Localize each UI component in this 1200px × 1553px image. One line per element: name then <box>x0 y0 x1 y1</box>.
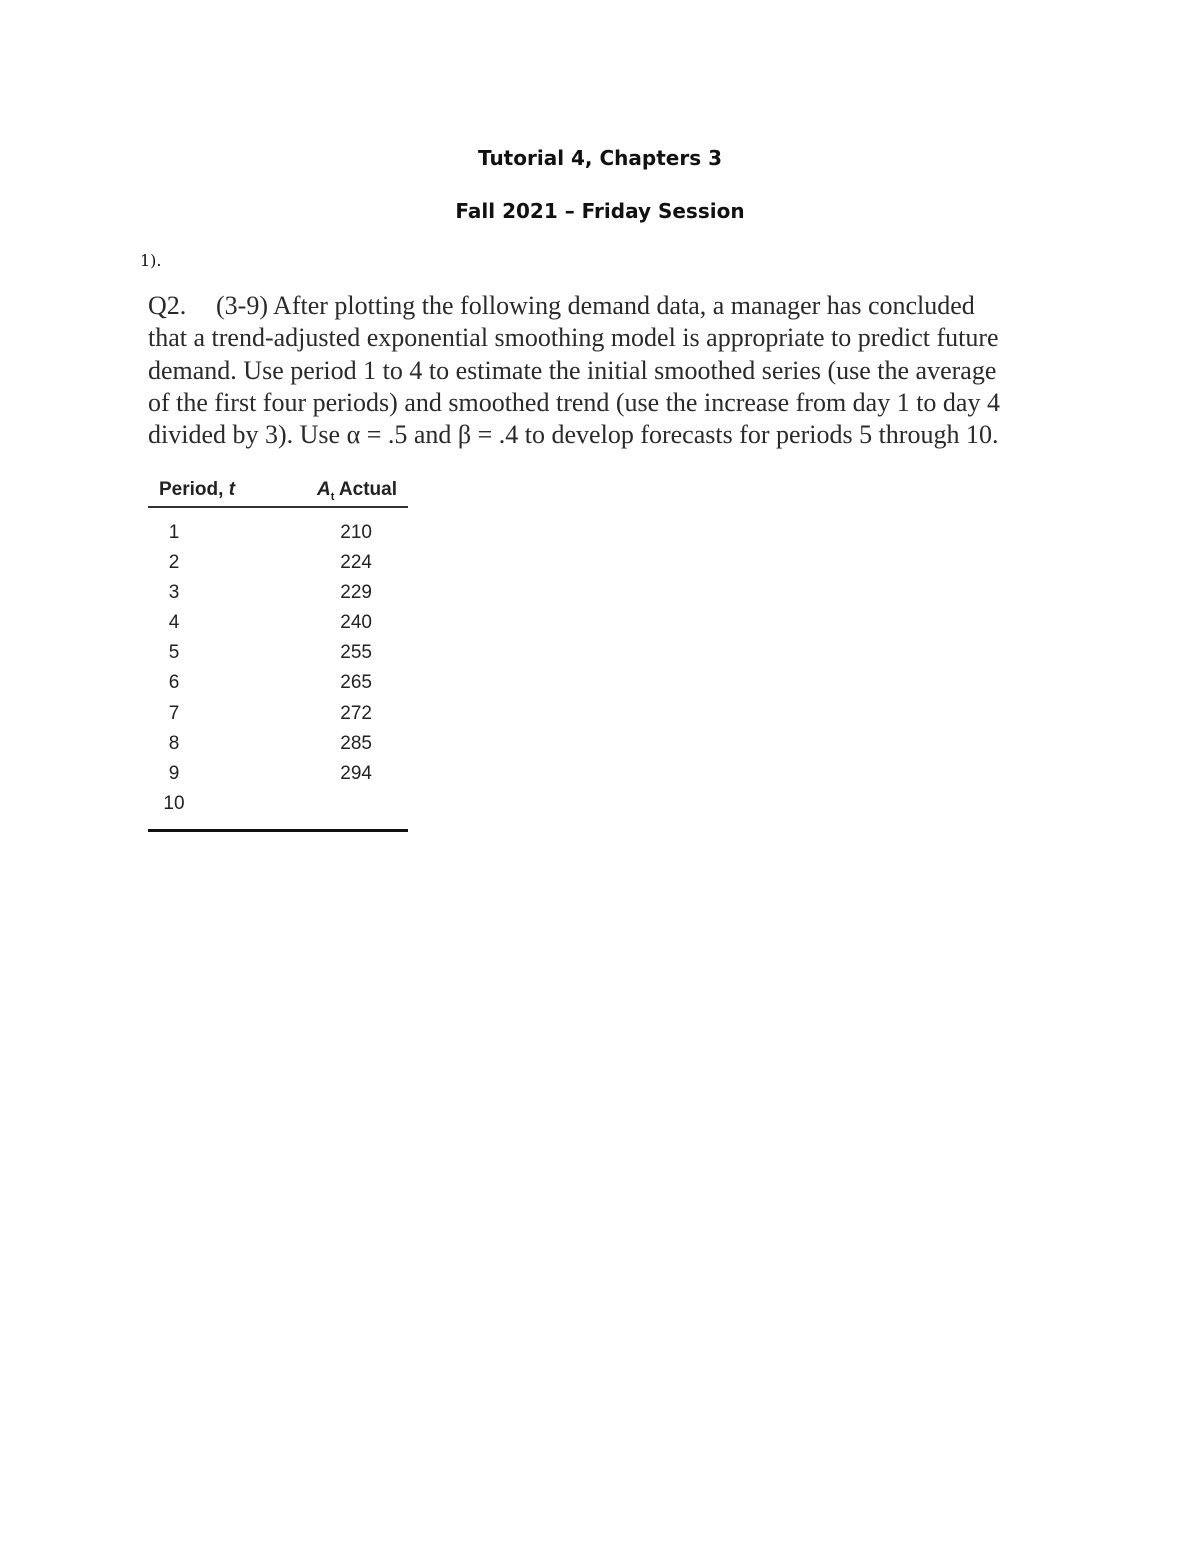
column-header-actual: $A_t$ Actual <box>316 479 397 503</box>
actual-cell: 265 <box>340 672 372 694</box>
question-line: that a trend-adjusted exponential smoothing model is appropriate to predict future <box>148 323 999 353</box>
table-row <box>148 670 408 700</box>
table-row <box>148 731 408 761</box>
table-row <box>148 640 408 670</box>
actual-cell: 294 <box>340 762 372 784</box>
actual-cell: 210 <box>340 522 372 543</box>
actual-cell: 240 <box>340 612 372 634</box>
table-row <box>148 791 408 821</box>
period-cell: 2 <box>168 552 180 574</box>
period-cell: 7 <box>168 702 180 724</box>
period-cell: 5 <box>168 642 180 664</box>
period-cell: 8 <box>168 732 180 754</box>
period-cell: 9 <box>168 762 180 784</box>
demand-table <box>148 474 408 832</box>
question-text <box>148 290 1048 451</box>
period-cell: 3 <box>168 582 180 604</box>
document-title: Tutorial 4, Chapters 3 <box>478 146 722 170</box>
actual-cell: 229 <box>340 582 372 604</box>
question-label: Q2. <box>148 291 187 320</box>
question-line: of the first four periods) and smoothed trend (use the increase from day 1 to day 4 <box>148 387 1000 417</box>
table-row <box>148 610 408 640</box>
column-header-period: Period, t <box>159 479 236 500</box>
table-header <box>148 474 408 508</box>
question-number: 1). <box>140 251 162 270</box>
table-row <box>148 580 408 610</box>
question-line: divided by 3). Use α = .5 and β = .4 to develop forecasts for periods 5 through 10. <box>148 420 999 450</box>
table-row <box>148 701 408 731</box>
question-line: demand. Use period 1 to 4 to estimate the initial smoothed series (use the average <box>148 355 997 385</box>
document-subtitle: Fall 2021 – Friday Session <box>455 199 745 223</box>
period-cell: 6 <box>168 672 180 694</box>
table-row <box>148 550 408 580</box>
actual-cell: 255 <box>340 642 372 664</box>
actual-cell: 285 <box>340 732 372 754</box>
period-cell: 1 <box>168 522 180 543</box>
period-cell: 10 <box>163 792 185 814</box>
actual-cell: 224 <box>340 552 372 574</box>
table-row <box>148 761 408 791</box>
period-cell: 4 <box>168 612 180 634</box>
table-row <box>148 520 408 550</box>
question-line: Q2. (3-9) After plotting the following demand data, a manager has concluded <box>148 290 1048 322</box>
table-body <box>148 508 408 832</box>
actual-cell: 272 <box>340 702 372 724</box>
